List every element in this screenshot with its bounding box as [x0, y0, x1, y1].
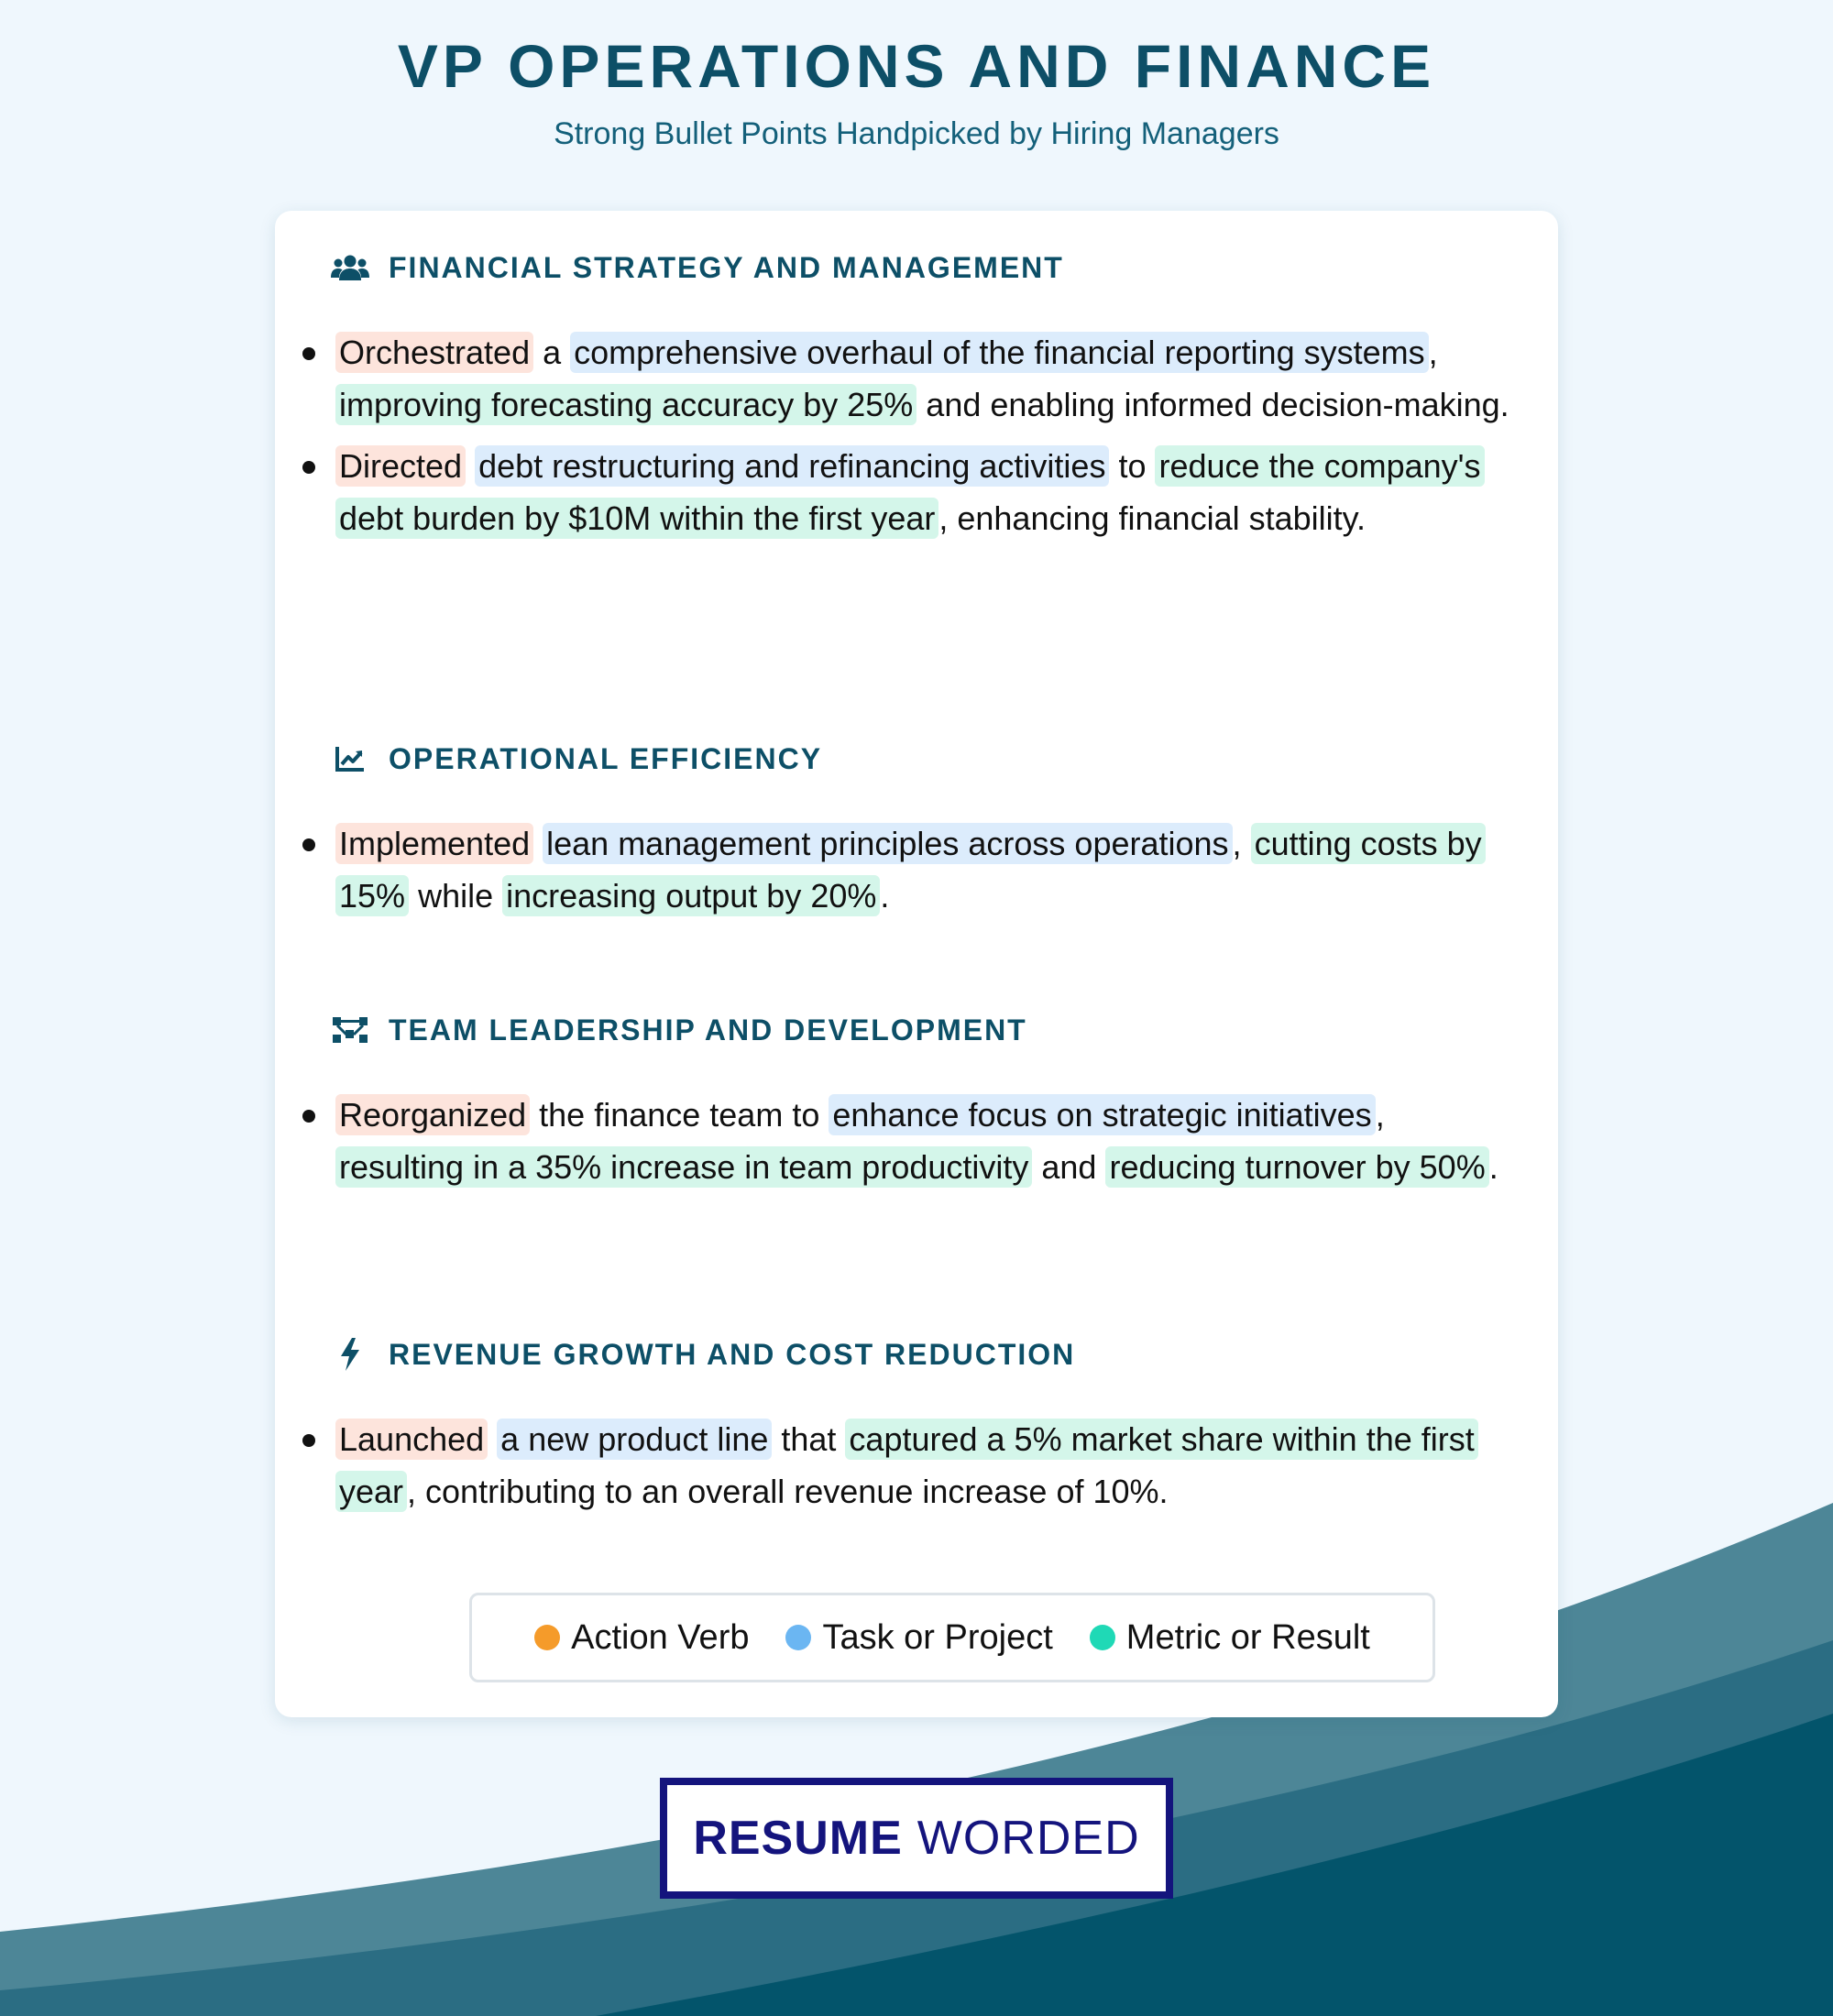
plain-text: .	[880, 877, 890, 915]
bullet-item	[275, 1089, 1558, 1193]
bullet-list	[275, 817, 1558, 931]
logo-light-text: WORDED	[916, 1812, 1140, 1865]
legend-item-action-verb	[534, 1618, 749, 1658]
page-title: VP OPERATIONS AND FINANCE	[397, 32, 1436, 100]
plain-text	[533, 825, 543, 862]
teal-dot-icon	[1090, 1625, 1115, 1650]
metric-or-result: cutting costs by 15%	[335, 823, 1486, 916]
bullet-list	[275, 1089, 1558, 1202]
legend-label: Metric or Result	[1125, 1617, 1370, 1657]
section-header	[330, 1334, 1075, 1375]
plain-text: a	[533, 334, 571, 371]
users-icon	[330, 249, 370, 286]
legend-item-task-or-project	[785, 1618, 1052, 1658]
bullet-item	[275, 440, 1558, 544]
bullet-points-card	[275, 211, 1558, 1717]
plain-text: ,	[1232, 825, 1251, 862]
section-title: REVENUE GROWTH AND COST REDUCTION	[389, 1337, 1076, 1371]
plain-text: ,	[1428, 334, 1438, 371]
network-icon	[330, 1012, 370, 1048]
chart-line-icon	[330, 740, 370, 777]
bullet-dot	[302, 1110, 315, 1123]
plain-text: and	[1032, 1148, 1106, 1186]
bullet-item	[275, 817, 1558, 922]
metric-or-result: reduce the company's debt burden by $10M within the first year	[335, 445, 1485, 539]
section-title: TEAM LEADERSHIP AND DEVELOPMENT	[389, 1013, 1027, 1046]
plain-text: , contributing to an overall revenue increase of 10%.	[407, 1473, 1169, 1510]
metric-or-result: increasing output by 20%	[502, 875, 880, 916]
plain-text: , enhancing financial stability.	[938, 499, 1366, 537]
legend	[469, 1593, 1435, 1682]
section-header	[330, 1010, 1027, 1050]
metric-or-result: captured a 5% market share within the first year	[335, 1419, 1478, 1512]
action-verb: Reorganized	[335, 1094, 530, 1135]
bullet-dot	[302, 347, 315, 360]
action-verb: Orchestrated	[335, 332, 533, 373]
bullet-item	[275, 326, 1558, 431]
task-or-project: a new product line	[497, 1419, 772, 1460]
legend-item-metric-or-result	[1090, 1618, 1370, 1658]
plain-text: and enabling informed decision-making.	[916, 386, 1509, 423]
page-header	[0, 27, 1833, 154]
bullet-list	[275, 326, 1558, 553]
plain-text: ,	[1375, 1096, 1385, 1134]
plain-text: the finance team to	[530, 1096, 829, 1134]
plain-text: .	[1488, 1148, 1498, 1186]
orange-dot-icon	[534, 1625, 560, 1650]
legend-label: Action Verb	[571, 1617, 750, 1657]
section-title: OPERATIONAL EFFICIENCY	[389, 741, 823, 775]
plain-text: to	[1109, 447, 1156, 485]
plain-text: that	[772, 1420, 846, 1458]
page-subtitle: Strong Bullet Points Handpicked by Hiring Managers	[554, 116, 1279, 151]
task-or-project: lean management principles across operations	[543, 823, 1232, 864]
bullet-list	[275, 1413, 1558, 1527]
legend-label: Task or Project	[822, 1617, 1053, 1657]
action-verb: Launched	[335, 1419, 488, 1460]
task-or-project: debt restructuring and refinancing activities	[475, 445, 1109, 487]
metric-or-result: resulting in a 35% increase in team productivity	[335, 1146, 1032, 1188]
blue-dot-icon	[785, 1625, 811, 1650]
metric-or-result: reducing turnover by 50%	[1105, 1146, 1488, 1188]
section-title: FINANCIAL STRATEGY AND MANAGEMENT	[389, 250, 1064, 284]
task-or-project: comprehensive overhaul of the financial reporting systems	[570, 332, 1428, 373]
bullet-dot	[302, 1434, 315, 1447]
metric-or-result: improving forecasting accuracy by 25%	[335, 384, 916, 425]
action-verb: Implemented	[335, 823, 533, 864]
section-header	[330, 739, 822, 779]
bolt-icon	[330, 1336, 370, 1373]
logo-bold-text: RESUME	[693, 1812, 903, 1865]
plain-text	[488, 1420, 497, 1458]
plain-text: while	[409, 877, 503, 915]
section-header	[330, 247, 1064, 288]
task-or-project: enhance focus on strategic initiatives	[829, 1094, 1375, 1135]
plain-text	[466, 447, 475, 485]
bullet-dot	[302, 838, 315, 851]
bullet-dot	[302, 461, 315, 474]
action-verb: Directed	[335, 445, 466, 487]
resume-worded-logo[interactable]	[660, 1778, 1173, 1899]
bullet-item	[275, 1413, 1558, 1517]
